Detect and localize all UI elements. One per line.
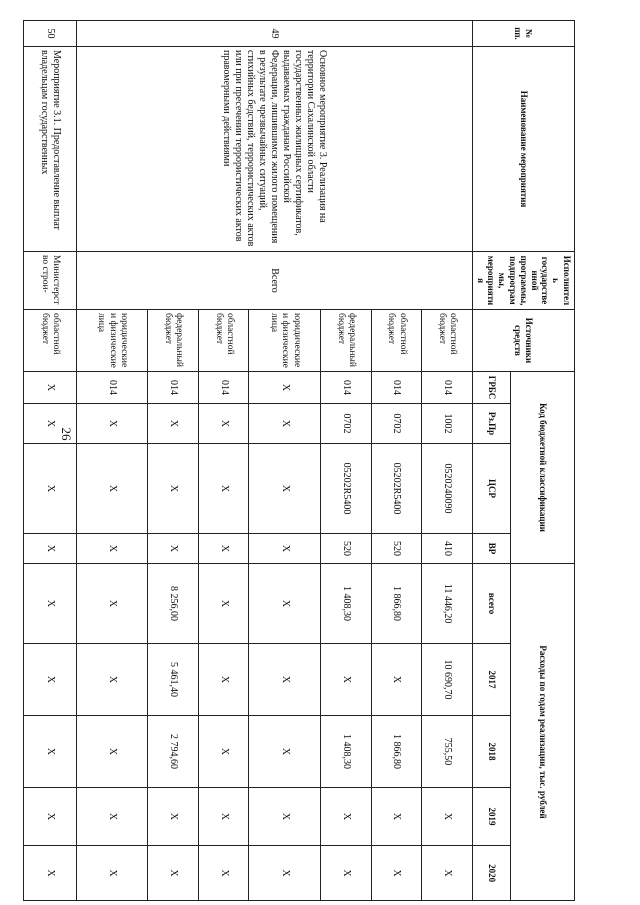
rzpr-cell: 0702 xyxy=(371,404,422,444)
y2018-cell: Х xyxy=(23,716,76,788)
grbs-cell: Х xyxy=(249,372,320,404)
measure-name: Мероприятие 3.1. Предоставление выплат владельцам государственных xyxy=(23,47,76,252)
y2020-cell: Х xyxy=(371,846,422,901)
rzpr-cell: 1002 xyxy=(422,404,473,444)
y2020-cell: Х xyxy=(249,846,320,901)
grbs-cell: 014 xyxy=(198,372,249,404)
total-cell: Х xyxy=(76,564,147,644)
y2019-cell: Х xyxy=(23,788,76,846)
total-cell: Х xyxy=(198,564,249,644)
rzpr-cell: Х xyxy=(198,404,249,444)
y2018-cell: 2 794,60 xyxy=(148,716,199,788)
y2017-cell: Х xyxy=(76,644,147,716)
grbs-cell: Х xyxy=(23,372,76,404)
rzpr-cell: 0702 xyxy=(320,404,371,444)
source-cell: областной бюджет xyxy=(371,310,422,372)
csr-cell: 05202R5400 xyxy=(320,444,371,534)
budget-table xyxy=(23,20,575,901)
y2020-cell: Х xyxy=(198,846,249,901)
y2017-cell: Х xyxy=(371,644,422,716)
csr-cell: Х xyxy=(198,444,249,534)
header-2020: 2020 xyxy=(472,846,510,901)
vr-cell: Х xyxy=(249,534,320,564)
rzpr-cell: Х xyxy=(23,404,76,444)
y2019-cell: Х xyxy=(76,788,147,846)
source-cell: юридические и физические лица xyxy=(249,310,320,372)
rzpr-cell: Х xyxy=(249,404,320,444)
header-num: № пп. xyxy=(472,21,574,47)
vr-cell: 410 xyxy=(422,534,473,564)
csr-cell: 0520240090 xyxy=(422,444,473,534)
grbs-cell: 014 xyxy=(320,372,371,404)
csr-cell: 05202R5400 xyxy=(371,444,422,534)
vr-cell: 520 xyxy=(320,534,371,564)
header-2017: 2017 xyxy=(472,644,510,716)
grbs-cell: 014 xyxy=(148,372,199,404)
total-cell: Х xyxy=(23,564,76,644)
header-2018: 2018 xyxy=(472,716,510,788)
y2020-cell: Х xyxy=(320,846,371,901)
header-expenses-group: Расходы по годам реализации, тыс. рублей xyxy=(511,564,575,901)
source-cell: федеральный бюджет xyxy=(148,310,199,372)
y2018-cell: Х xyxy=(76,716,147,788)
y2018-cell: Х xyxy=(198,716,249,788)
header-name: Наименование мероприятия xyxy=(472,47,574,252)
header-executor: Исполнитель государственной программы, подпрограммы, мероприятия xyxy=(472,252,574,310)
total-cell: 1 866,80 xyxy=(371,564,422,644)
y2017-cell: Х xyxy=(198,644,249,716)
row-number: 50 xyxy=(23,21,76,47)
header-2019: 2019 xyxy=(472,788,510,846)
header-csr: ЦСР xyxy=(472,444,510,534)
executor: Министерство строи- xyxy=(23,252,76,310)
y2020-cell: Х xyxy=(23,846,76,901)
y2019-cell: Х xyxy=(249,788,320,846)
rzpr-cell: Х xyxy=(148,404,199,444)
y2017-cell: Х xyxy=(320,644,371,716)
y2018-cell: 1 866,80 xyxy=(371,716,422,788)
csr-cell: Х xyxy=(23,444,76,534)
page-number: 26 xyxy=(59,427,74,441)
header-code-group: Код бюджетной классификации xyxy=(511,372,575,564)
y2020-cell: Х xyxy=(148,846,199,901)
y2018-cell: 1 408,30 xyxy=(320,716,371,788)
y2018-cell: Х xyxy=(249,716,320,788)
header-source: Источники средств xyxy=(472,310,574,372)
vr-cell: 520 xyxy=(371,534,422,564)
y2017-cell: 5 461,40 xyxy=(148,644,199,716)
vr-cell: Х xyxy=(148,534,199,564)
vr-cell: Х xyxy=(23,534,76,564)
header-total: всего xyxy=(472,564,510,644)
measure-name: Основное мероприятие 3. Реализация на территории Сахалинской области государственных жилищных сертификатов, выдаваемых гражданам Российской Федерации, лишившимся жилого помещения в результате чрезвычайных ситуаций, стихийных бедствий, террористических актов или при пресечении террористических актов правомерными действиями xyxy=(76,47,472,252)
source-cell: федеральный бюджет xyxy=(320,310,371,372)
y2020-cell: Х xyxy=(76,846,147,901)
total-cell: 11 446,20 xyxy=(422,564,473,644)
y2017-cell: Х xyxy=(249,644,320,716)
y2017-cell: 10 690,70 xyxy=(422,644,473,716)
vr-cell: Х xyxy=(76,534,147,564)
executor: Всего xyxy=(76,252,472,310)
grbs-cell: 014 xyxy=(371,372,422,404)
total-cell: 1 408,30 xyxy=(320,564,371,644)
source-cell: областной бюджет xyxy=(198,310,249,372)
header-vr: ВР xyxy=(472,534,510,564)
csr-cell: Х xyxy=(76,444,147,534)
grbs-cell: 014 xyxy=(76,372,147,404)
y2020-cell: Х xyxy=(422,846,473,901)
grbs-cell: 014 xyxy=(422,372,473,404)
table-row xyxy=(422,21,473,901)
y2017-cell: Х xyxy=(23,644,76,716)
header-rzpr: Рз.Пр xyxy=(472,404,510,444)
row-number: 49 xyxy=(76,21,472,47)
y2018-cell: 755,50 xyxy=(422,716,473,788)
total-cell: Х xyxy=(249,564,320,644)
source-cell: областной бюджет xyxy=(422,310,473,372)
rotated-table-container xyxy=(38,20,575,890)
csr-cell: Х xyxy=(148,444,199,534)
total-cell: 8 256,00 xyxy=(148,564,199,644)
source-cell: юридические и физические лица xyxy=(76,310,147,372)
y2019-cell: Х xyxy=(148,788,199,846)
y2019-cell: Х xyxy=(320,788,371,846)
rzpr-cell: Х xyxy=(76,404,147,444)
source-cell: областной бюджет xyxy=(23,310,76,372)
y2019-cell: Х xyxy=(198,788,249,846)
header-grbs: ГРБС xyxy=(472,372,510,404)
vr-cell: Х xyxy=(198,534,249,564)
csr-cell: Х xyxy=(249,444,320,534)
y2019-cell: Х xyxy=(422,788,473,846)
y2019-cell: Х xyxy=(371,788,422,846)
table-row xyxy=(23,21,76,901)
